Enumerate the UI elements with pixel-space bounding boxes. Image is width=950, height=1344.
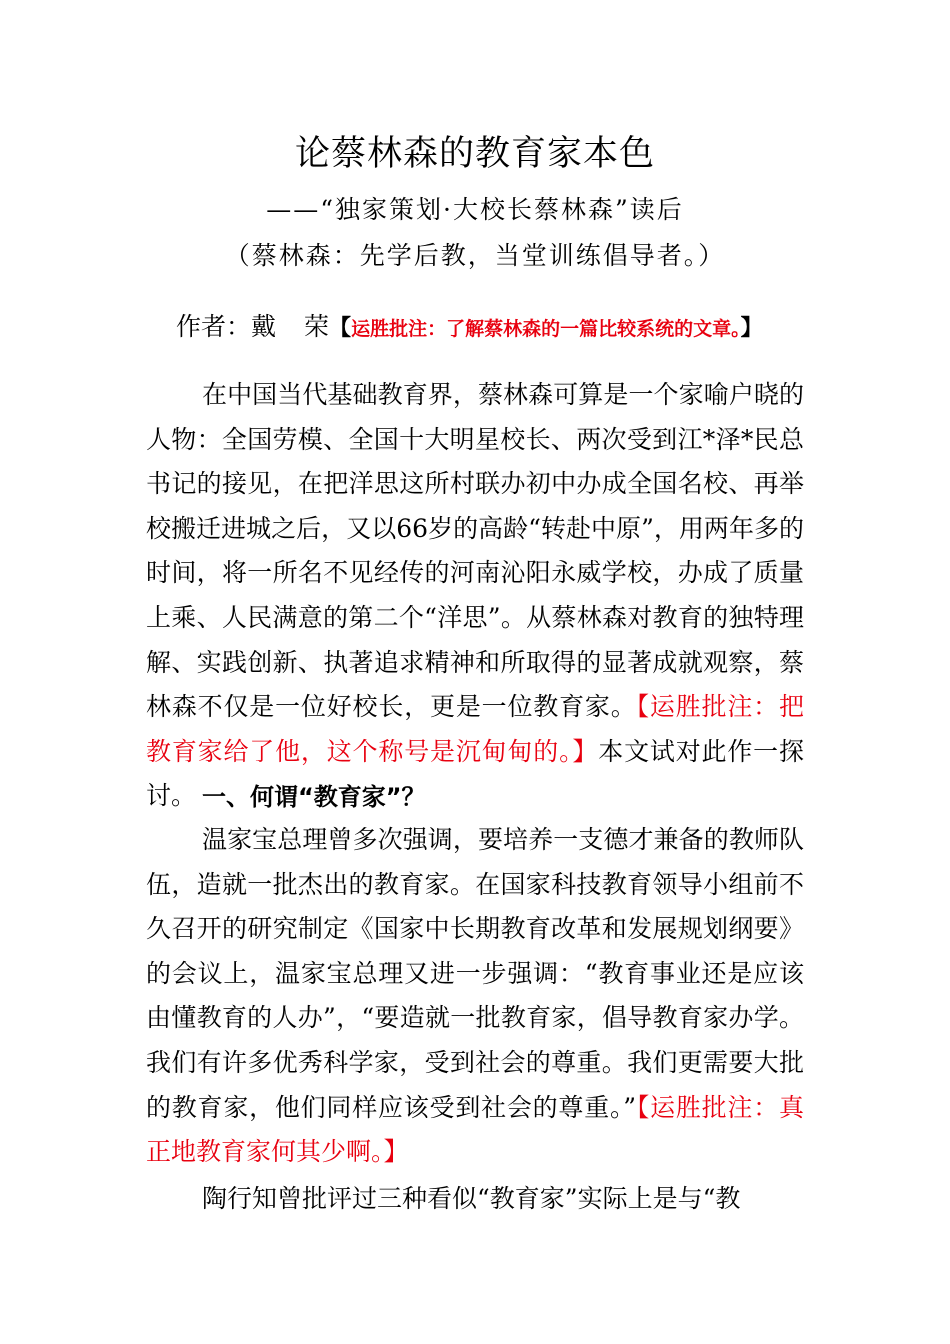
paragraph-section1-text: 温家宝总理曾多次强调，要培养一支德才兼备的教师队伍，造就一批杰出的教育家。在国家科技教育领导小组前不久召开的研究制定《国家中长期教育改革和发展规划纲要》的会议上，温家宝总理又进一步强调：“教育事业还是应该由懂教育的人办”，“要造就一批教育家，倡导教育家办学。我们有许多优秀科学家，受到社会的尊重。我们更需要大批的教育家，他们同样应该受到社会的尊重。” bbox=[146, 825, 804, 1122]
author-name-second: 荣 bbox=[304, 312, 330, 341]
paragraph-section1 bbox=[146, 818, 804, 1175]
author-label: 作者： bbox=[176, 312, 252, 341]
author-line bbox=[176, 305, 876, 351]
paragraph-intro-tail: 本文试对此作一探讨。 bbox=[146, 736, 804, 811]
document-subtitle: ——“独家策划·大校长蔡林森”读后 bbox=[266, 195, 684, 224]
author-name-first: 戴 bbox=[251, 312, 277, 341]
paragraph-intro bbox=[146, 373, 804, 819]
paragraph-section1-continued bbox=[146, 1177, 804, 1222]
paragraph-section1-annotation: 【运胜批注：真正地教育家何其少啊。】 bbox=[146, 1092, 804, 1167]
author-note-open-bracket: 【 bbox=[329, 316, 352, 341]
document-subtitle-2: （蔡林森：先学后教，当堂训练倡导者。） bbox=[224, 241, 726, 270]
author-note-close-bracket: 】 bbox=[740, 316, 763, 341]
document-title: 论蔡林森的教育家本色 bbox=[294, 134, 655, 174]
paragraph-intro-annotation: 【运胜批注：把教育家给了他，这个称号是沉甸甸的。】 bbox=[146, 692, 804, 766]
paragraph-intro-text: 在中国当代基础教育界，蔡林森可算是一个家喻户晓的人物：全国劳模、全国十大明星校长、两次受到江*泽*民总书记的接见，在把洋思这所村联办初中办成全国名校、再举校搬迁进城之后，又以66岁的高龄“转赴中原”，用两年多的时间，将一所名不见经传的河南沁阳永威学校，办成了质量上乘、人民满意的第二个“洋思”。从蔡林森对教育的独特理解、实践创新、执著追求精神和所取得的显著成就观察，蔡林森不仅是一位好校长，更是一位教育家。 bbox=[146, 380, 804, 722]
paragraph-section1-continued-text: 陶行知曾批评过三种看似“教育家”实际上是与“教 bbox=[202, 1184, 741, 1213]
section-heading-1: 一、何谓“教育家”？ bbox=[202, 783, 426, 811]
author-annotation: 运胜批注：了解蔡林森的一篇比较系统的文章。 bbox=[351, 318, 741, 340]
